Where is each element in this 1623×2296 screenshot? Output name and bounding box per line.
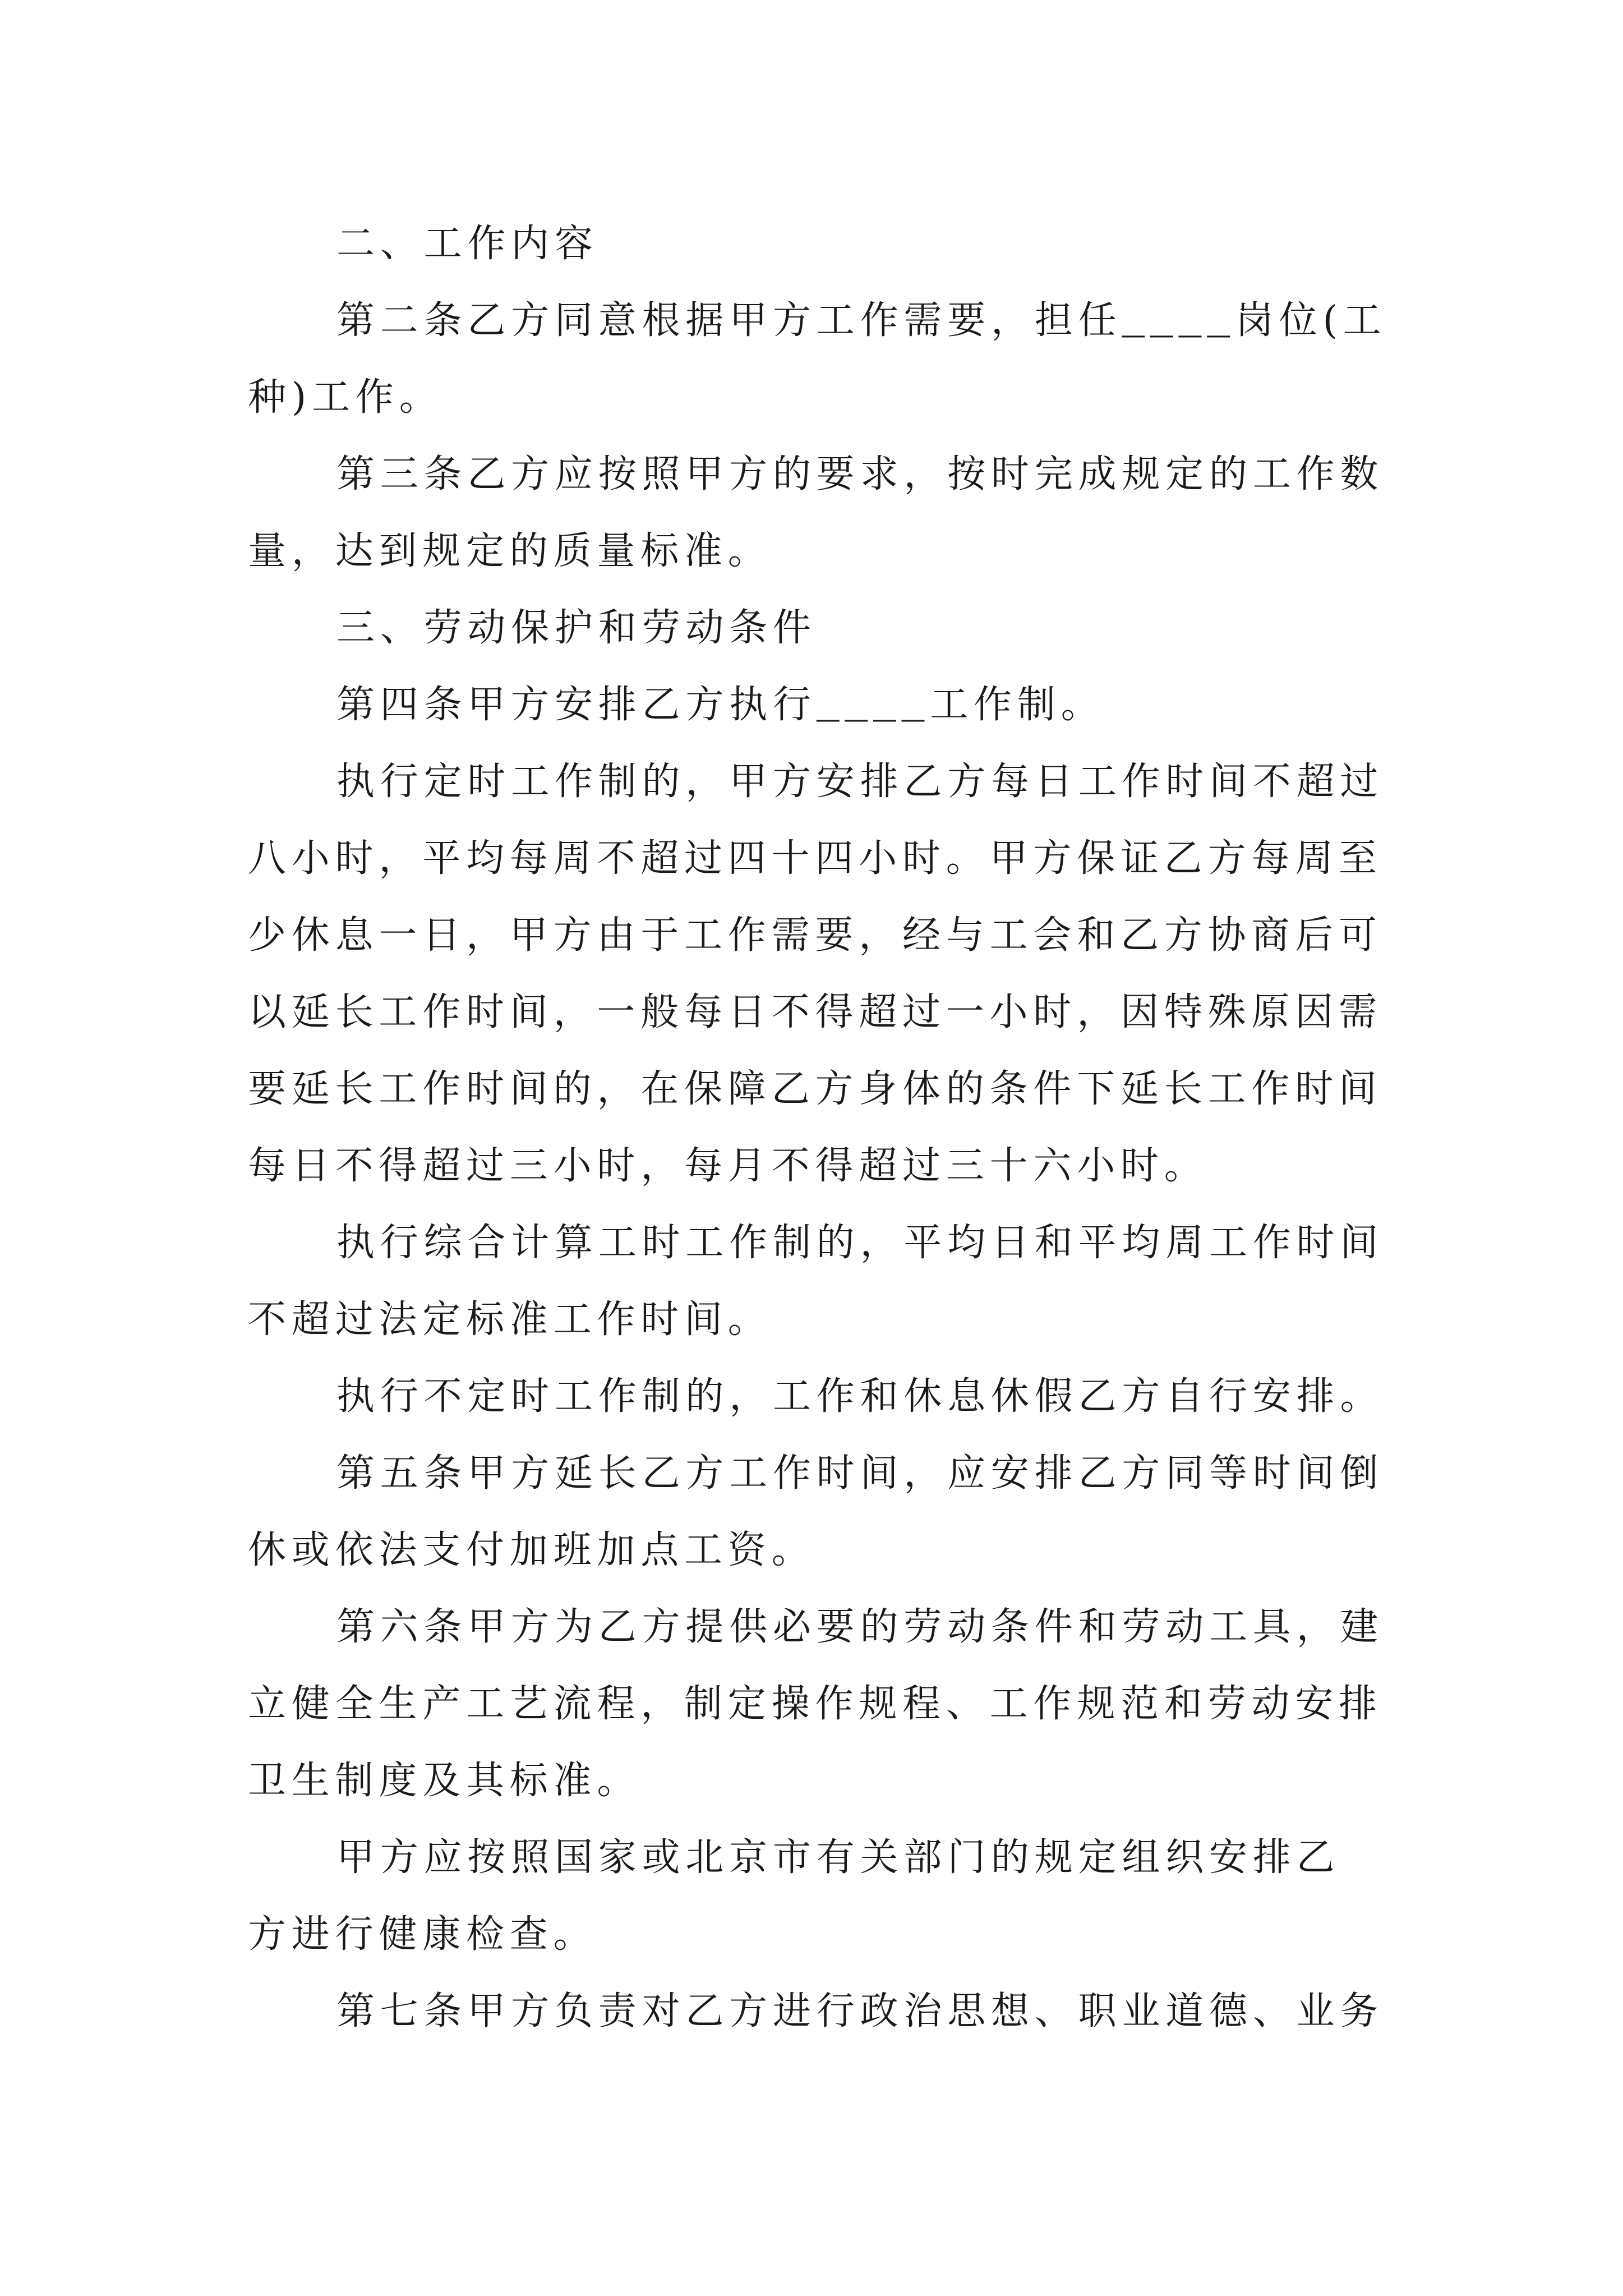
health-check-line-1: 甲方应按照国家或北京市有关部门的规定组织安排乙 <box>336 1835 1340 1880</box>
fixed-hours-line-6: 每日不得超过三小时，每月不得超过三十六小时。 <box>248 1144 1208 1188</box>
fixed-hours-line-2: 八小时，平均每周不超过四十四小时。甲方保证乙方每周至 <box>248 836 1382 881</box>
article-6-line-3: 卫生制度及其标准。 <box>248 1759 641 1803</box>
comprehensive-hours-line-2: 不超过法定标准工作时间。 <box>248 1297 772 1342</box>
fixed-hours-line-1: 执行定时工作制的，甲方安排乙方每日工作时间不超过 <box>336 760 1384 804</box>
article-4-line-1: 第四条甲方安排乙方执行____工作制。 <box>336 683 1105 729</box>
article-3-line-2: 量，达到规定的质量标准。 <box>248 529 772 573</box>
position-blank: ____ <box>1122 302 1235 345</box>
flexible-hours-line-1: 执行不定时工作制的，工作和休息休假乙方自行安排。 <box>336 1374 1384 1419</box>
article-5-line-1: 第五条甲方延长乙方工作时间，应安排乙方同等时间倒 <box>336 1451 1384 1496</box>
fixed-hours-line-3: 少休息一日，甲方由于工作需要，经与工会和乙方协商后可 <box>248 913 1382 958</box>
article-6-line-1: 第六条甲方为乙方提供必要的劳动条件和劳动工具，建 <box>336 1605 1384 1649</box>
fixed-hours-line-4: 以延长工作时间，一般每日不得超过一小时，因特殊原因需 <box>248 990 1382 1034</box>
article-7-line-1: 第七条甲方负责对乙方进行政治思想、职业道德、业务 <box>336 1989 1384 2033</box>
health-check-line-2: 方进行健康检查。 <box>248 1912 597 1957</box>
section-heading-labor-protection: 三、劳动保护和劳动条件 <box>336 606 817 650</box>
article-6-line-2: 立健全生产工艺流程，制定操作规程、工作规范和劳动安排 <box>248 1682 1382 1726</box>
fixed-hours-line-5: 要延长工作时间的，在保障乙方身体的条件下延长工作时间 <box>248 1067 1382 1111</box>
work-system-blank: ____ <box>816 686 930 729</box>
article-5-line-2: 休或依法支付加班加点工资。 <box>248 1528 815 1572</box>
article-2-line-1: 第二条乙方同意根据甲方工作需要，担任____岗位(工 <box>336 298 1387 345</box>
document-body <box>248 205 1403 2050</box>
comprehensive-hours-line-1: 执行综合计算工时工作制的，平均日和平均周工作时间 <box>336 1221 1384 1265</box>
article-2-line-2: 种)工作。 <box>248 375 443 420</box>
section-heading-work-content: 二、工作内容 <box>336 222 598 266</box>
article-3-line-1: 第三条乙方应按照甲方的要求，按时完成规定的工作数 <box>336 452 1384 496</box>
